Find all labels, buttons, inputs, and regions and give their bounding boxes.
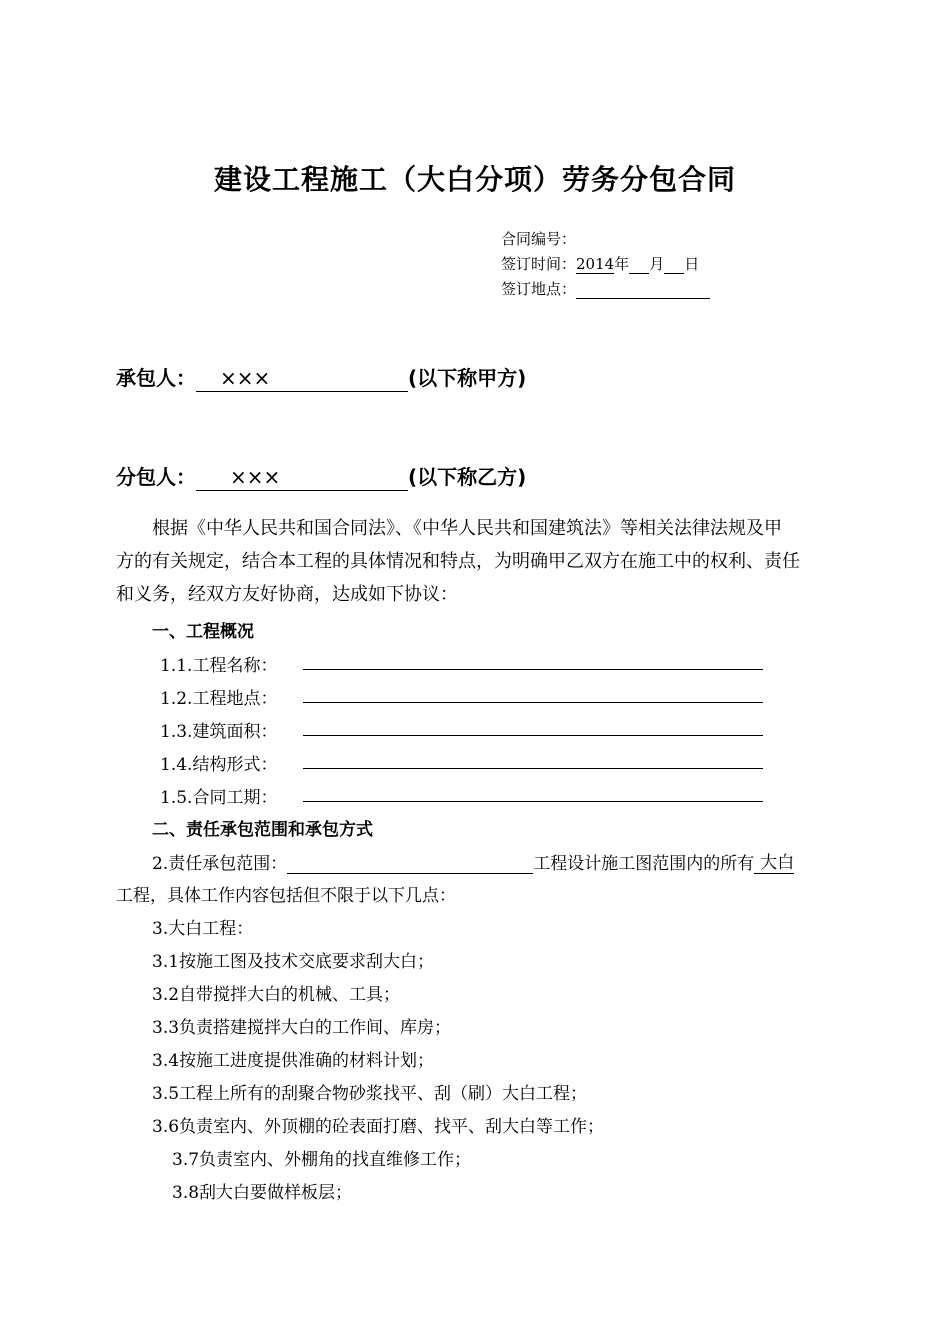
sign-year: 2014 [576,255,615,273]
field-building-area-line [303,735,763,736]
sign-place-blank [576,280,710,299]
sign-time-row [501,253,699,274]
section-1-heading: 一、工程概况 [152,622,254,642]
scope-row [152,848,794,874]
document-title: 建设工程施工（大白分项）劳务分包合同 [213,163,736,196]
item-3-2: 3.2自带搅拌大白的机械、工具； [152,985,401,1005]
contract-number-label: 合同编号： [501,230,577,248]
item-3-3: 3.3负责搭建搅拌大白的工作间、库房； [152,1018,452,1038]
scope-mid: 工程设计施工图范围内的所有 [533,854,755,874]
scope-label: 2.责任承包范围： [152,854,288,874]
item-3-5: 3.5工程上所有的刮聚合物砂浆找平、刮（刷）大白工程； [152,1084,588,1104]
field-structure-type: 1.4.结构形式： [160,755,278,775]
intro-line-3: 和义务，经双方友好协商，达成如下协议： [116,584,458,605]
scope-blank [287,853,533,874]
party-b-row [116,461,526,491]
party-a-label: 承包人： [116,366,196,390]
party-b-label: 分包人： [116,465,196,489]
field-project-name-line [303,669,763,670]
section-2-heading: 二、责任承包范围和承包方式 [152,820,373,840]
field-contract-period-line [303,801,763,802]
month-char: 月 [649,255,665,273]
month-blank [629,255,649,274]
party-b-suffix: (以下称乙方) [408,465,527,489]
intro-line-1: 根据《中华人民共和国合同法》、《中华人民共和国建筑法》等相关法律法规及甲 [152,518,782,539]
item-3-title: 3.大白工程： [152,919,254,939]
scope-item: 大白 [754,848,794,874]
party-a-row [116,362,526,392]
sign-place-label: 签订地点： [501,280,577,298]
item-3-6: 3.6负责室内、外顶棚的砼表面打磨、找平、刮大白等工作； [152,1117,605,1137]
item-3-1: 3.1按施工图及技术交底要求刮大白； [152,952,435,972]
party-b-name-line [196,464,408,491]
year-char: 年 [614,255,630,273]
party-a-suffix: (以下称甲方) [408,366,527,390]
field-project-name: 1.1.工程名称： [160,656,278,676]
field-building-area: 1.3.建筑面积： [160,722,278,742]
scope-line-2: 工程，具体工作内容包括但不限于以下几点： [116,886,456,906]
field-structure-type-line [303,768,763,769]
item-3-8: 3.8刮大白要做样板层； [172,1183,353,1203]
field-contract-period: 1.5.合同工期： [160,788,278,808]
sign-time-label: 签订时间： [501,255,577,273]
day-char: 日 [684,255,700,273]
party-b-name: ××× [230,465,281,489]
field-project-location: 1.2.工程地点： [160,689,278,709]
field-project-location-line [303,702,763,703]
day-blank [664,255,684,274]
item-3-7: 3.7负责室内、外棚角的找直维修工作； [172,1150,472,1170]
item-3-4: 3.4按施工进度提供准确的材料计划； [152,1051,435,1071]
party-a-name-line [196,365,408,392]
sign-place-row [501,278,710,299]
party-a-name: ××× [220,366,271,390]
intro-line-2: 方的有关规定，结合本工程的具体情况和特点，为明确甲乙双方在施工中的权利、责任 [116,551,800,572]
